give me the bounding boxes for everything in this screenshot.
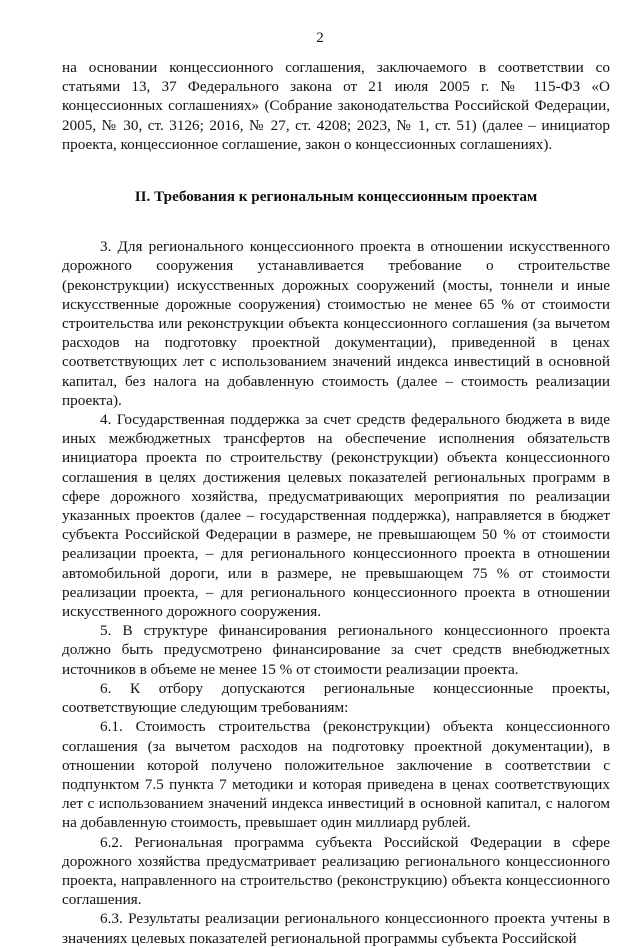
paragraph-6: 6. К отбору допускаются региональные концессионные проекты, соответствующие следующим требованиям: xyxy=(62,679,610,717)
paragraph-6-2: 6.2. Региональная программа субъекта Российской Федерации в сфере дорожного хозяйства предусматривает реализацию регионального концессионного проекта, направленного на строительство (реконструкцию) объекта концессионного соглашения. xyxy=(62,833,610,909)
paragraph-6-3: 6.3. Результаты реализации регионального концессионного проекта учтены в значениях целевых показателей региональной программы субъекта Российской xyxy=(62,910,610,947)
section-title: II. Требования к региональным концессионным проектам xyxy=(134,188,538,206)
paragraph-5: 5. В структуре финансирования регионального концессионного проекта должно быть предусмотрено финансирование за счет средств внебюджетных источников в объеме не менее 15 % от стоимости реализации проекта. xyxy=(62,622,610,678)
page-number: 2 xyxy=(316,30,324,46)
document-body xyxy=(62,58,610,948)
paragraph-4: 4. Государственная поддержка за счет средств федерального бюджета в виде иных межбюджетных трансфертов на обеспечение исполнения обязательств инициатора проекта по строительству (реконструкции) объекта концессионного соглашения в целях достижения целевых показателей региональных программ в сфере дорожного хозяйства, предусматривающих мероприятия по реализации указанных проектов (далее – государственная поддержка), направляется в бюджет субъекта Российской Федерации в размере, не превышающем 50 % от стоимости реализации проекта, – для регионального концессионного проекта в отношении автомобильной дороги, или в размере, не превышающем 75 % от стоимости реализации проекта, – для регионального концессионного проекта в отношении искусственного дорожного сооружения. xyxy=(62,411,610,621)
paragraph-3: 3. Для регионального концессионного проекта в отношении искусственного дорожного сооружения устанавливается требование о строительстве (реконструкции) искусственных дорожных сооружений (мосты, тоннели и иные искусственные дорожные сооружения) стоимостью не менее 65 % от стоимости строительства или реконструкции объекта концессионного соглашения (за вычетом расходов на подготовку проектной документации), приведенной в ценах соответствующих лет с использованием значений индекса инвестиций в основной капитал, без налога на добавленную стоимость (далее – стоимость реализации проекта). xyxy=(62,238,610,409)
intro-paragraph: на основании концессионного соглашения, заключаемого в соответствии со статьями 13, 37 Федерального закона от 21 июля 2005 г. № 115-ФЗ «О концессионных соглашениях» (Собрание законодательства Российской Федерации, 2005, № 30, ст. 3126; 2016, № 27, ст. 4208; 2023, № 1, ст. 51) (далее – инициатор проекта, концессионное соглашение, закон о концессионных соглашениях). xyxy=(62,59,610,153)
paragraph-6-1: 6.1. Стоимость строительства (реконструкции) объекта концессионного соглашения (за вычетом расходов на подготовку проектной документации), в отношении которой получено положительное заключение в соответствии с подпунктом 7.5 пункта 7 методики и которая приведена в ценах соответствующих лет с использованием значений индекса инвестиций в основной капитал, с налогом на добавленную стоимость, превышает один миллиард рублей. xyxy=(62,718,610,832)
